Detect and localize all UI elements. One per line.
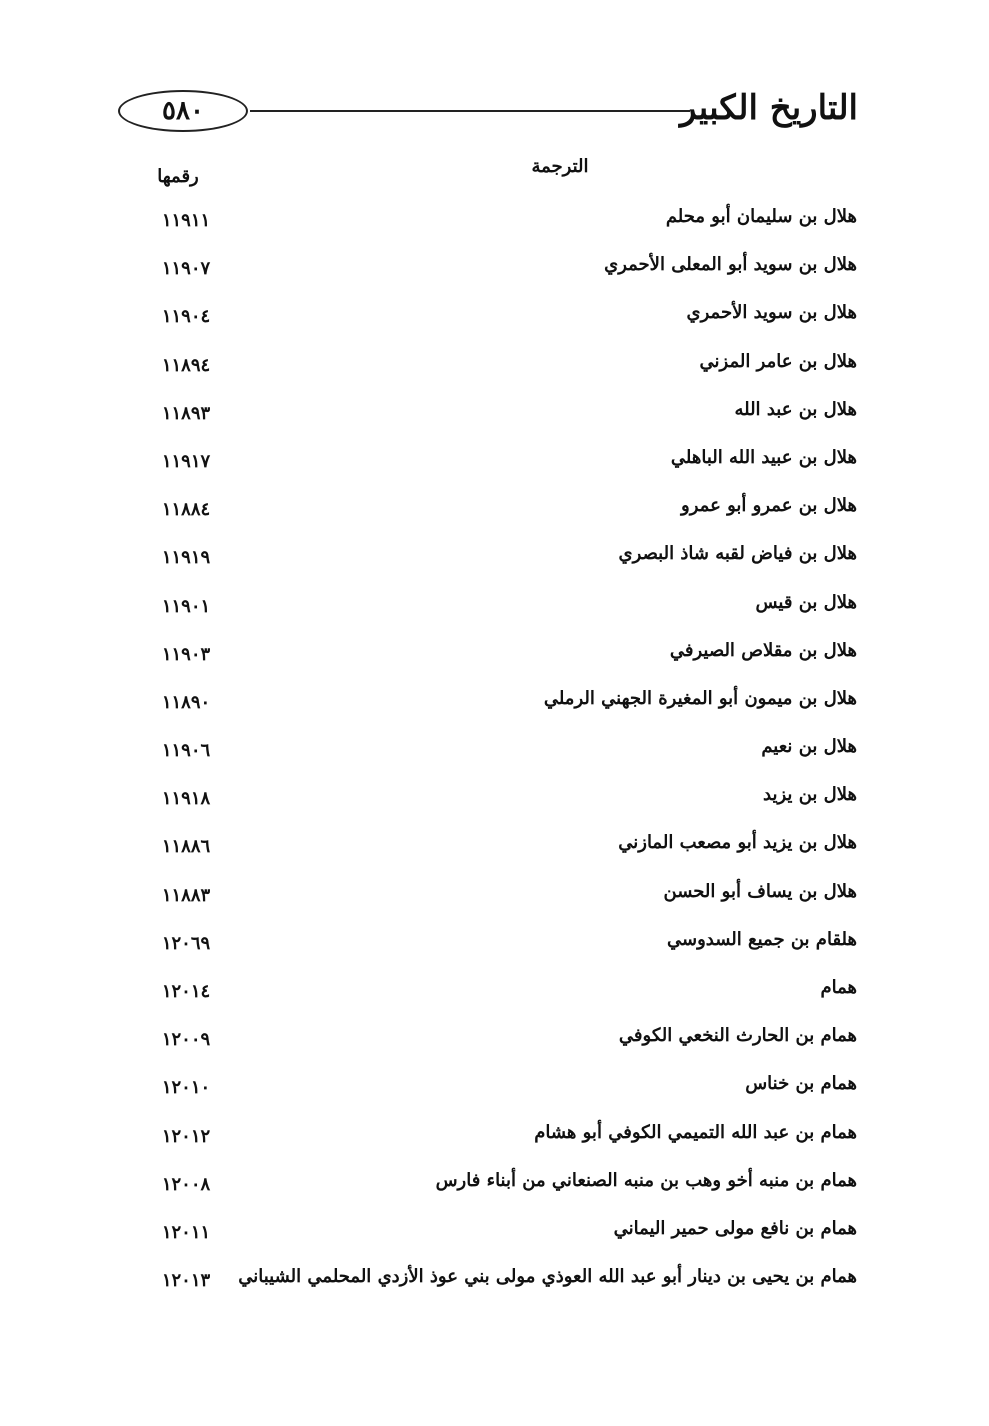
entry-number: ١١٨٨٣ [161,884,211,906]
index-row [0,919,989,967]
index-row [0,871,989,919]
entry-number: ١١٩١١ [161,210,211,231]
entry-number: ١١٩٠٦ [161,740,211,762]
index-row [0,1160,989,1208]
entry-number: ١٢٠١١ [161,1221,211,1243]
entry-number: ١١٩١٧ [161,450,211,472]
index-list [0,196,989,1304]
entry-name: همام بن منبه أخو وهب بن منبه الصنعاني من أبناء فارس [435,1169,857,1191]
entry-number: ١٢٠١٤ [161,981,211,1002]
entry-name: همام بن الحارث النخعي الكوفي [618,1025,857,1047]
entry-name: هلال بن قيس [755,591,857,613]
entry-name: هلال بن عبيد الله الباهلي [670,446,857,468]
index-row [0,967,989,1015]
entry-name: هلال بن فياض لقبه شاذ البصري [618,543,857,565]
entry-name: هلال بن سويد أبو المعلى الأحمري [604,254,857,276]
index-row [0,1112,989,1160]
entry-number: ١٢٠١٢ [161,1125,211,1147]
index-row [0,196,989,244]
index-row [0,244,989,292]
book-title: التاريخ الكبير [680,88,858,128]
entry-name: هلال بن عامر المزني [699,350,857,372]
entry-number: ١١٨٩٤ [161,354,211,376]
entry-number: ١١٨٨٤ [161,499,211,521]
page-number: ٥٨٠ [118,90,248,132]
entry-number: ١١٩١٨ [161,788,211,810]
entry-name: هلال بن نعيم [761,736,857,758]
index-row [0,678,989,726]
entry-number: ١١٩٠٧ [161,258,211,280]
index-row [0,822,989,870]
index-row [0,1208,989,1256]
entry-name: همام بن عبد الله التميمي الكوفي أبو هشام [534,1121,857,1143]
entry-number: ١١٩٠١ [161,595,211,617]
index-row [0,485,989,533]
entry-name: هلال بن سويد الأحمري [686,302,857,324]
entry-number: ١١٩١٩ [161,547,211,569]
entry-name: هلال بن يزيد [763,784,857,806]
entry-name: هلال بن يزيد أبو مصعب المازني [618,832,857,854]
entry-number: ١٢٠٠٩ [161,1029,211,1051]
entry-number: ١٢٠١٠ [161,1077,211,1099]
header-rule [250,110,690,112]
index-row [0,533,989,581]
entry-name: هلال بن سليمان أبو محلم [665,206,857,227]
entry-name: هلال بن عمرو أبو عمرو [681,495,857,517]
index-row [0,726,989,774]
entry-name: همام بن نافع مولى حمير اليماني [613,1217,857,1239]
index-row [0,1256,989,1304]
index-row [0,774,989,822]
entry-number: ١٢٠٦٩ [161,932,211,954]
entry-number: ١٢٠١٣ [161,1270,211,1292]
entry-name: همام بن يحيى بن دينار أبو عبد الله العوذي مولى بني عوذ الأزدي المحلمي الشيباني [238,1266,857,1288]
entry-name: همام بن خناس [745,1073,857,1095]
index-row [0,582,989,630]
entry-number: ١٢٠٠٨ [161,1173,211,1195]
entry-number: ١١٩٠٤ [161,306,211,328]
index-row [0,630,989,678]
entry-name: هلال بن مقلاص الصيرفي [669,639,857,661]
index-row [0,292,989,340]
entry-name: هلال بن ميمون أبو المغيرة الجهني الرملي [543,687,857,709]
entry-name: همام [820,977,857,998]
index-row [0,437,989,485]
page-header [118,84,858,136]
entry-name: هلال بن يساف أبو الحسن [663,880,857,902]
column-header-number: رقمها [157,166,199,187]
entry-number: ١١٩٠٣ [161,643,211,665]
column-header-entry: الترجمة [531,156,589,177]
column-headers [0,156,989,186]
index-row [0,1063,989,1111]
entry-number: ١١٨٨٦ [161,836,211,858]
index-row [0,1015,989,1063]
entry-name: هلقام بن جميع السدوسي [666,928,857,950]
index-row [0,389,989,437]
entry-number: ١١٨٩٣ [161,402,211,424]
entry-number: ١١٨٩٠ [161,691,211,713]
index-row [0,341,989,389]
entry-name: هلال بن عبد الله [734,398,857,420]
